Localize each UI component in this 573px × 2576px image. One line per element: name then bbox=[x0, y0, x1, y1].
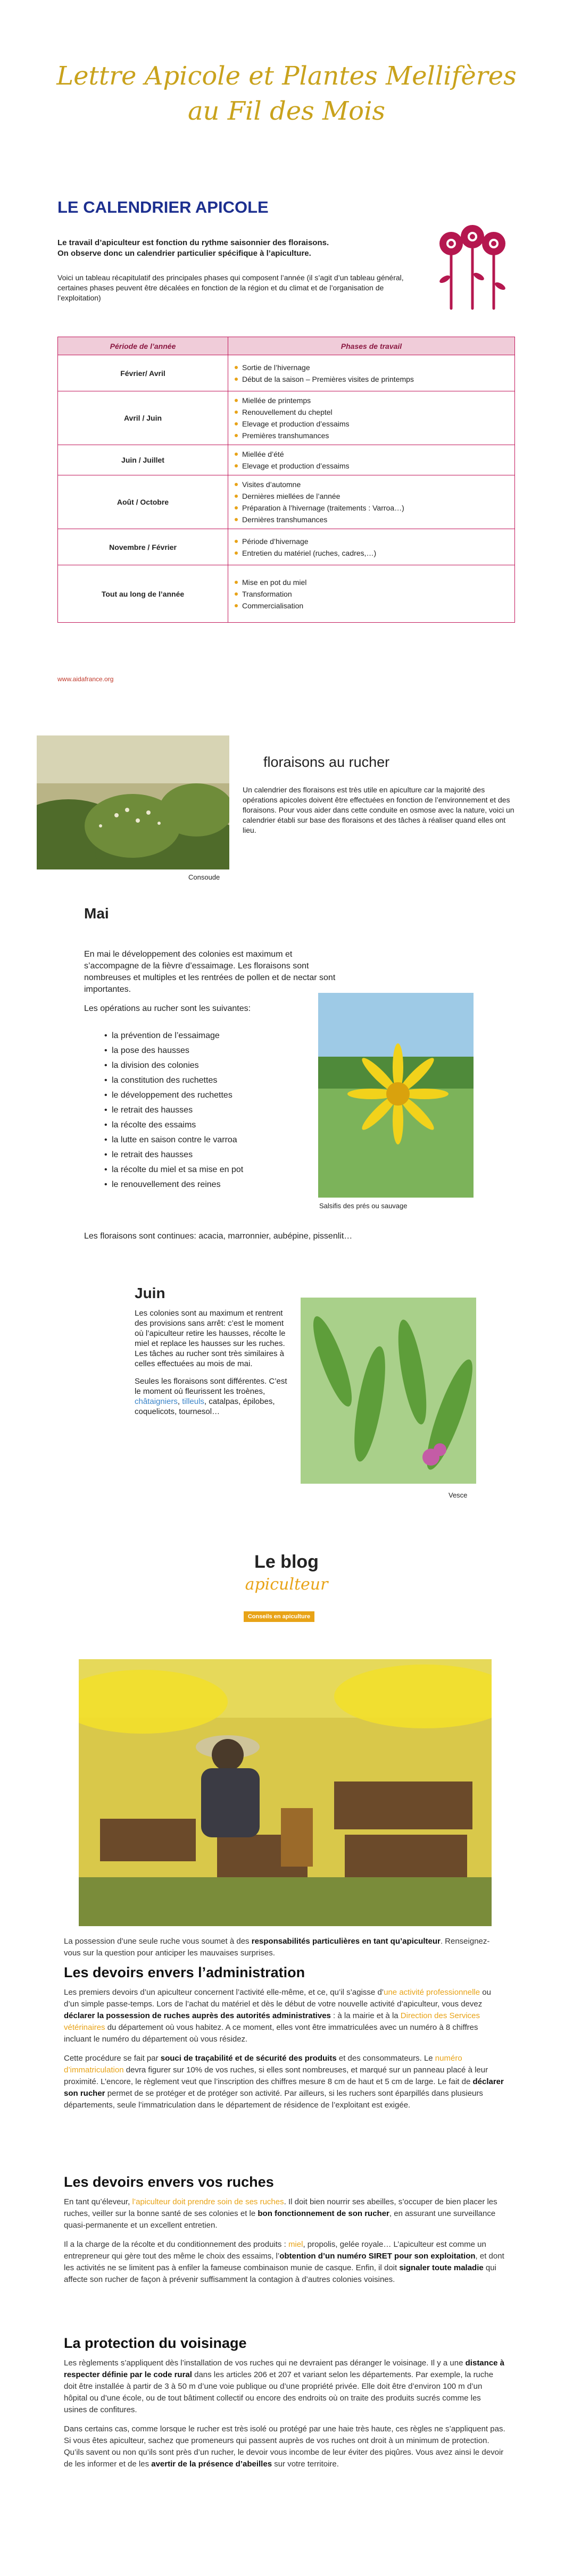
link-activite-pro[interactable]: une activité professionnelle bbox=[384, 1988, 480, 1997]
calendar-row bbox=[58, 475, 515, 529]
calendar-period: Juin / Juillet bbox=[58, 445, 228, 475]
mai-operation-item: • le retrait des hausses bbox=[104, 1103, 264, 1118]
calendar-phase-item: Miellée de printemps bbox=[234, 395, 509, 406]
juin-text bbox=[135, 1308, 294, 1424]
calendar-phase-item: Miellée d’été bbox=[234, 448, 509, 460]
mai-operation-item: • le développement des ruchettes bbox=[104, 1088, 264, 1103]
calendar-phase-item: Renouvellement du cheptel bbox=[234, 406, 509, 418]
calendar-row bbox=[58, 445, 515, 475]
beekeeper-photo bbox=[79, 1659, 492, 1926]
calendar-phase-item: Premières transhumances bbox=[234, 430, 509, 441]
calendar-phase-item: Dernières transhumances bbox=[234, 514, 509, 525]
calendar-phases bbox=[228, 565, 515, 623]
calendar-phase-item: Sortie de l’hivernage bbox=[234, 362, 509, 373]
mai-paragraph: En mai le développement des colonies est maximum et s’accompagne de la fièvre d’essaimage. Les floraisons sont nombreuses et multiples et les rentrées de pollen et de nectar sont importantes. bbox=[84, 950, 336, 994]
salsifis-photo bbox=[318, 993, 474, 1198]
calendar-phase-item: Mise en pot du miel bbox=[234, 576, 509, 588]
blog-title: Le blog bbox=[254, 1552, 319, 1572]
link-tilleuls[interactable]: tilleuls bbox=[182, 1397, 204, 1406]
calendar-period: Août / Octobre bbox=[58, 475, 228, 529]
heading-ruches: Les devoirs envers vos ruches bbox=[64, 2174, 274, 2190]
calendar-col-period: Période de l’année bbox=[58, 337, 228, 355]
mai-operation-item: • la pose des hausses bbox=[104, 1043, 264, 1058]
calendar-phase-item: Dernières miellées de l’année bbox=[234, 490, 509, 502]
calendar-phases bbox=[228, 391, 515, 445]
admin-paragraph-2: Cette procédure se fait par souci de traçabilité et de sécurité des produits et des consommateurs. Le numéro d’immatriculation devra figurer sur 10% de vos ruches, si elles sont nombreuses, et marqué sur un panneau placé à leur proximité. L’encore, le règlement veut que l’inscription des chiffres mesure 8 cm de haut et 5 cm de large. Le fait de déclarer son rucher permet de se protéger et de protéger son activité. Par ailleurs, si les ruchers sont éparpillés dans plusieurs départements, seule l’immatriculation dans le département de résidence de l’exploitant est exigée. bbox=[64, 2054, 504, 2110]
mai-operation-item: • le renouvellement des reines bbox=[104, 1177, 264, 1192]
mai-operation-item: • la division des colonies bbox=[104, 1058, 264, 1073]
calendar-phases bbox=[228, 475, 515, 529]
flowers-illustration bbox=[431, 223, 511, 311]
page-title-line1: Lettre Apicole et Plantes Mellifères bbox=[56, 61, 517, 91]
vesce-caption: Vesce bbox=[449, 1491, 468, 1499]
calendar-heading: LE CALENDRIER APICOLE bbox=[57, 198, 269, 216]
calendar-phase-item: Elevage et production d’essaims bbox=[234, 460, 509, 472]
calendar-period: Tout au long de l’année bbox=[58, 565, 228, 623]
voisinage-paragraph-1: Les règlements s’appliquent dès l’installation de vos ruches qui ne devraient pas déranger le voisinage. Il y a une distance à respecter définie par le code rural dans les articles 206 et 207 et variant selon les départements. Par exemple, la ruche doit être installée à partir de 3 à 50 m d’une voie publique ou d’une propriété privée. Elle doit être d’environ 100 m d’un hôpital ou d’une école, ou de tout bâtiment collectif ou encore des endroits où on traite des produits sucrés comme les usines de confitures. bbox=[64, 2358, 505, 2414]
calendar-period: Février/ Avril bbox=[58, 355, 228, 391]
calendar-phase-item: Visites d’automne bbox=[234, 479, 509, 490]
calendar-row bbox=[58, 391, 515, 445]
calendar-intro bbox=[57, 238, 403, 259]
page-title bbox=[0, 58, 573, 129]
mai-operation-item: • la lutte en saison contre le varroa bbox=[104, 1133, 264, 1148]
juin-paragraph-1: Les colonies sont au maximum et rentrent des provisions sans arrêt: c’est le moment où l’apiculteur retire les hausses, récolte le miel et replace les hausses sur les ruches. Les tâches au rucher sont très similaires à celles effectuées au mois de mai. bbox=[135, 1309, 286, 1368]
page-title-line2: au Fil des Mois bbox=[187, 96, 386, 126]
blog-category-badge[interactable]: Conseils en apiculture bbox=[244, 1611, 314, 1622]
link-immatriculation[interactable]: numéro d’immatriculation bbox=[64, 2054, 462, 2075]
calendar-row bbox=[58, 355, 515, 391]
link-soin-ruches[interactable]: l’apiculteur doit prendre soin de ses ruches bbox=[132, 2197, 284, 2206]
calendar-source: www.aidafrance.org bbox=[57, 675, 114, 683]
section-voisinage bbox=[64, 2337, 505, 2470]
calendar-description: Voici un tableau récapitulatif des principales phases qui composent l’année (il s’agit d’un tableau général, certaines phases peuvent être décalées en fonction de la région et du climat et de l’organisation de l’exploitation) bbox=[57, 273, 404, 302]
mai-operation-item: • le retrait des hausses bbox=[104, 1148, 264, 1162]
ruches-paragraph-1: En tant qu’éleveur, l’apiculteur doit prendre soin de ses ruches. Il doit bien nourrir ses abeilles, s’occuper de bien placer les ruches, veiller sur la bonne santé de ses colonies et le bon fonctionnement de son rucher, en assurant une surveillance quasi-permanente et un excellent entretien. bbox=[64, 2197, 497, 2230]
calendar-phase-item: Elevage et production d’essaims bbox=[234, 418, 509, 430]
juin-paragraph-2: Seules les floraisons sont différentes. C’est le moment où fleurissent les troènes, châtaigniers, tilleuls, catalpas, épilobes, coquelicots, tournesol… bbox=[135, 1377, 287, 1416]
calendar-period: Avril / Juin bbox=[58, 391, 228, 445]
salsifis-caption: Salsifis des prés ou sauvage bbox=[319, 1202, 408, 1210]
calendar-row bbox=[58, 565, 515, 623]
link-dsv[interactable]: Direction des Services vétérinaires bbox=[64, 2011, 480, 2032]
calendar-phase-item: Entretien du matériel (ruches, cadres,…) bbox=[234, 547, 509, 559]
link-chataigniers[interactable]: châtaigniers bbox=[135, 1397, 178, 1406]
calendar-period: Novembre / Février bbox=[58, 529, 228, 565]
blog-intro: La possession d’une seule ruche vous soumet à des responsabilités particulières en tant qu’apiculteur. Renseignez-vous sur la question pour anticiper les mauvaises surprises. bbox=[64, 1937, 490, 1958]
admin-paragraph-1: Les premiers devoirs d’un apiculteur concernent l’activité elle-même, et ce, qu’il s’agisse d’une activité professionnelle ou d’un simple passe-temps. Lors de l’achat du matériel et dès le début de votre nouvelle activité d’apiculteur, vous devez déclarer la possession de ruches auprès des autorités administratives : à la mairie et à la Direction des Services vétérinaires du département où vous habitez. A ce moment, elles vont être immatriculées avec un numéro à 8 chiffres incluant le numéro du département où vous résidez. bbox=[64, 1988, 491, 2044]
calendar-intro-line2: On observe donc un calendrier particulier spécifique à l’apiculture. bbox=[57, 249, 311, 258]
heading-voisinage: La protection du voisinage bbox=[64, 2335, 247, 2351]
calendar-intro-line1: Le travail d’apiculteur est fonction du rythme saisonnier des floraisons. bbox=[57, 238, 329, 247]
heading-administration: Les devoirs envers l’administration bbox=[64, 1964, 305, 1980]
calendar-phases bbox=[228, 445, 515, 475]
consoude-caption: Consoude bbox=[188, 873, 220, 881]
mai-heading: Mai bbox=[84, 905, 109, 922]
calendar-phase-item: Période d’hivernage bbox=[234, 536, 509, 547]
blog-subtitle: apiculteur bbox=[245, 1575, 328, 1594]
section-administration bbox=[64, 1964, 505, 2111]
calendar-col-phases: Phases de travail bbox=[228, 337, 515, 355]
calendar-phase-item: Préparation à l’hivernage (traitements : Varroa…) bbox=[234, 502, 509, 514]
juin-heading: Juin bbox=[135, 1285, 165, 1301]
mai-operation-item: • la récolte du miel et sa mise en pot bbox=[104, 1162, 264, 1177]
calendar-phase-item: Transformation bbox=[234, 588, 509, 600]
calendar-phase-item: Commercialisation bbox=[234, 600, 509, 612]
mai-operation-item: • la constitution des ruchettes bbox=[104, 1073, 264, 1088]
calendar-phases bbox=[228, 529, 515, 565]
floraisons-heading: floraisons au rucher bbox=[263, 754, 390, 770]
calendar-phases bbox=[228, 355, 515, 391]
ruches-paragraph-2: Il a la charge de la récolte et du conditionnement des produits : miel, propolis, gelée royale… L’apiculteur est comme un entrepreneur qui gère tout des même le choix des essaims, l’obtention d’un numéro SIRET pour son exploitation, et dont les activités ne se limitent pas à enfiler la fameuse combinaison munie de casque. Enfin, il doit signaler toute maladie qui affecte son rucher de façon à prévenir suffisamment la contagion à d’autres colonies voisines. bbox=[64, 2240, 504, 2284]
calendar-row bbox=[58, 529, 515, 565]
consoude-photo bbox=[37, 735, 229, 869]
voisinage-paragraph-2: Dans certains cas, comme lorsque le rucher est très isolé ou protégé par une haie très haute, ces règles ne s’appliquent pas. Si vous êtes apiculteur, sachez que promeneurs qui passent auprès de vos ruches ont droit à un minimum de protection. Qu’ils savent ou non qu’ils sont près d’un rucher, le devoir vous incombe de leur éviter des piqûres. Vous avez ainsi le devoir de les informer et de les avertir de la présence d’abeilles sur votre territoire. bbox=[64, 2424, 505, 2469]
mai-operation-item: • la prévention de l’essaimage bbox=[104, 1028, 264, 1043]
mai-operations-list bbox=[104, 1028, 264, 1192]
calendar-phase-item: Début de la saison – Premières visites de printemps bbox=[234, 373, 509, 385]
calendar-table bbox=[57, 337, 515, 623]
link-miel[interactable]: miel bbox=[288, 2240, 303, 2249]
vesce-photo bbox=[301, 1298, 476, 1484]
mai-operations-intro: Les opérations au rucher sont les suivantes: bbox=[84, 1004, 251, 1013]
section-ruches bbox=[64, 2176, 505, 2286]
floraisons-text: Un calendrier des floraisons est très utile en apiculture car la majorité des opérations apicoles doivent être effectuées en fonction de l’environnement et des floraisons. Pour vous aider dans cette conduite en osmose avec la nature, voici un calendrier établi sur base des floraisons et des tâches à réaliser quand elles ont lieu. bbox=[243, 785, 514, 834]
mai-operation-item: • la récolte des essaims bbox=[104, 1118, 264, 1133]
mai-floraisons: Les floraisons sont continues: acacia, marronnier, aubépine, pissenlit… bbox=[84, 1232, 353, 1241]
